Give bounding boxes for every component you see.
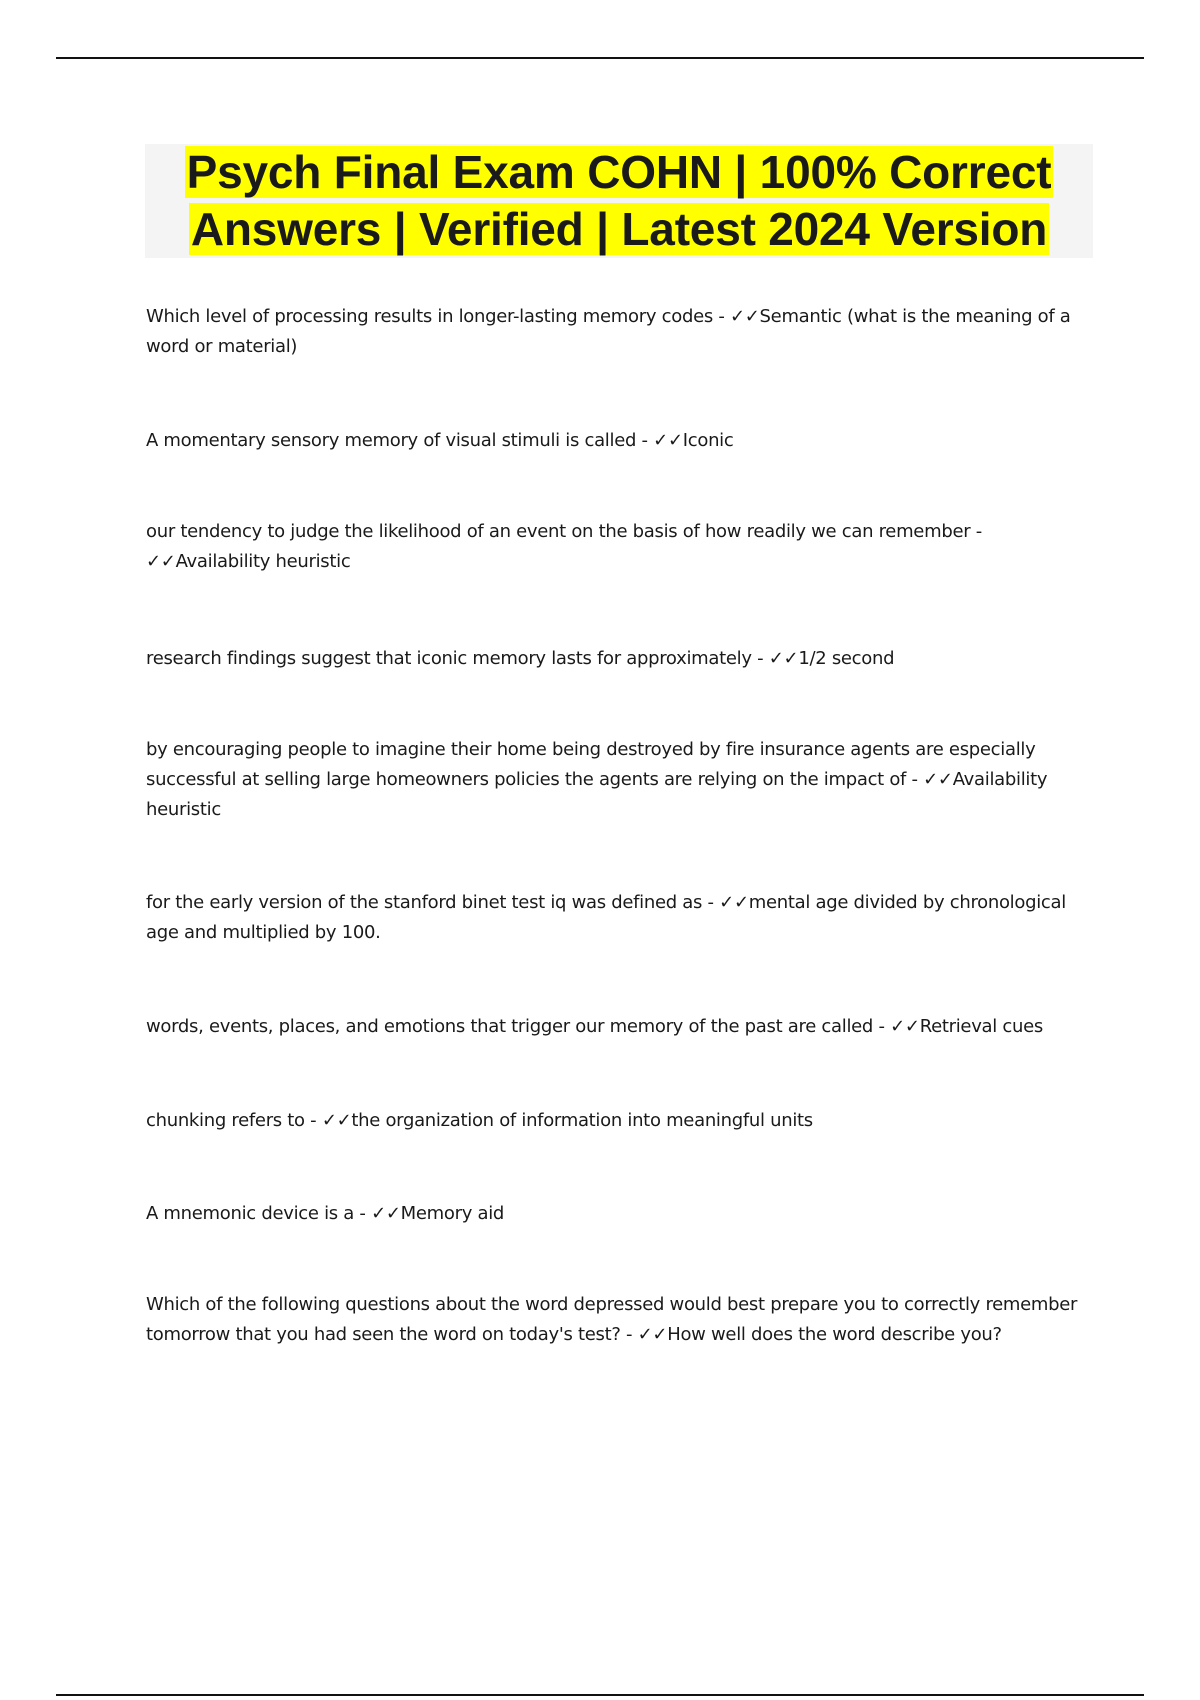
answer-text: Availability heuristic xyxy=(175,551,351,572)
check-mark-icon: ✓✓ xyxy=(890,1016,920,1037)
check-mark-icon: ✓✓ xyxy=(719,892,749,913)
question-text: chunking refers to xyxy=(146,1110,305,1131)
check-mark-icon: ✓✓ xyxy=(371,1203,401,1224)
qa-item xyxy=(146,426,1096,456)
answer-text: Availability heuristic xyxy=(146,769,1048,820)
check-mark-icon: ✓✓ xyxy=(729,306,760,327)
question-text: for the early version of the stanford binet test iq was defined as xyxy=(146,892,703,913)
separator: - xyxy=(970,521,982,542)
answer-text: Semantic (what is the meaning of a word or material) xyxy=(146,306,1071,357)
answer-text: Iconic xyxy=(682,430,734,451)
question-text: A mnemonic device is a xyxy=(146,1203,355,1224)
check-mark-icon: ✓✓ xyxy=(321,1110,352,1131)
answer-text: How well does the word describe you? xyxy=(667,1324,1002,1345)
qa-item xyxy=(146,1199,1096,1229)
check-mark-icon: ✓✓ xyxy=(146,551,176,572)
separator: - xyxy=(873,1016,891,1037)
question-text: Which of the following questions about the word depressed would best prepare you to correctly remember tomorrow that you had seen the word on today's test? xyxy=(146,1294,1078,1345)
separator: - xyxy=(304,1110,322,1131)
separator: - xyxy=(751,648,769,669)
check-mark-icon: ✓✓ xyxy=(768,648,799,669)
question-text: research findings suggest that iconic memory lasts for approximately xyxy=(146,648,752,669)
answer-text: the organization of information into meaningful units xyxy=(351,1110,813,1131)
check-mark-icon: ✓✓ xyxy=(923,769,953,790)
answer-text: mental age divided by chronological age and multiplied by 100. xyxy=(146,892,1066,943)
check-mark-icon: ✓✓ xyxy=(653,430,683,451)
qa-item xyxy=(146,1012,1096,1042)
qa-item xyxy=(146,644,1096,674)
qa-item xyxy=(146,1290,1096,1350)
qa-item xyxy=(146,1106,1096,1136)
separator: - xyxy=(702,892,720,913)
question-text: our tendency to judge the likelihood of an event on the basis of how readily we can remember xyxy=(146,521,971,542)
qa-item xyxy=(146,888,1096,948)
answer-text: Retrieval cues xyxy=(919,1016,1043,1037)
answer-text: 1/2 second xyxy=(798,648,895,669)
bottom-rule xyxy=(56,1694,1144,1696)
document-title: Psych Final Exam COHN | 100% Correct Answers | Verified | Latest 2024 Version xyxy=(186,146,1052,255)
separator: - xyxy=(354,1203,372,1224)
question-text: Which level of processing results in longer-lasting memory codes xyxy=(146,306,713,327)
qa-item xyxy=(146,302,1096,362)
answer-text: Memory aid xyxy=(400,1203,505,1224)
separator: - xyxy=(620,1324,638,1345)
question-text: A momentary sensory memory of visual stimuli is called xyxy=(146,430,637,451)
qa-item xyxy=(146,735,1096,825)
qa-item xyxy=(146,517,1096,577)
question-text: words, events, places, and emotions that trigger our memory of the past are called xyxy=(146,1016,874,1037)
separator: - xyxy=(906,769,924,790)
separator: - xyxy=(712,306,730,327)
question-text: by encouraging people to imagine their home being destroyed by fire insurance agents are especially successful at selling large homeowners policies the agents are relying on the impact of xyxy=(146,739,1036,790)
check-mark-icon: ✓✓ xyxy=(637,1324,668,1345)
separator: - xyxy=(636,430,654,451)
